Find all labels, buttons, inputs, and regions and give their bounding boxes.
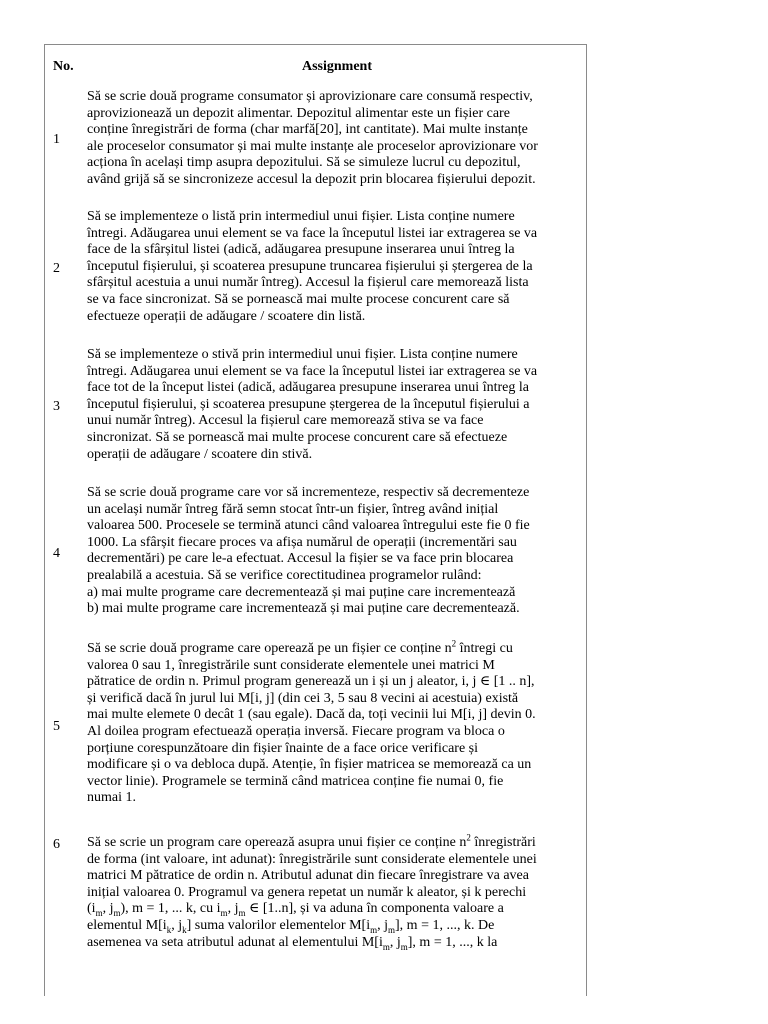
row-number: 3 (53, 399, 60, 414)
row-text-line: Să se scrie un program care operează asupra unui fișier ce conține $n^2$ înregistrări (87, 832, 536, 850)
row-text: Să se scrie două programe consumator și aprovizionare care consumă respectiv, aprovizionează un depozit alimentar. Depozitul alimentar este un fișier care conține înregistrări de forma (char marfă[20], int cantitate). Mai multe instanțe ale proceselor consumator și mai multe instanțe ale proceselor aprovizionare vor acționa în același timp asupra depozitului. Să se simuleze lucrul cu depozitul, având grijă să se sincronizeze accesul la depozit prin blocarea fișierului depozit. (87, 89, 538, 187)
row-number: 2 (53, 261, 60, 276)
row-text-line: inițial valoarea 0. Programul va genera repetat un număr k aleator, și k perechi (87, 884, 527, 900)
header-no: No. (53, 59, 74, 74)
assignments-table (44, 44, 587, 996)
row-number: 5 (53, 719, 60, 734)
row-number: 4 (53, 546, 60, 561)
row-number: 6 (53, 837, 60, 852)
row-text: Să se implementeze o stivă prin intermediul unui fișier. Lista conține numere întregi. Adăugarea unui element se va face la începutul listei iar extragerea se va face tot de la început listei (adică, adăugarea presupune inserarea unui întreg la începutul fișierului, și scoaterea presupune ștergerea de la începutul fișierului a unui număr întreg). Accesul la fișierul care memorează stiva se va face sincronizat. Să se pornească mai multe procese concurent care să efectueze operații de adăugare / scoatere din stivă. (87, 347, 538, 462)
row-text-line: de forma (int valoare, int adunat): înregistrările sunt considerate elementele unei (87, 851, 537, 867)
row-text-line: asemenea va seta atributul adunat al elementului $M[i_m$, $j_m$], m = 1, ..., k la (87, 934, 498, 952)
row-text-line: elementul $M[i_k$, $j_k$] suma valorilor elementelor $M[i_m$, $j_m$], m = 1, ..., k. De (87, 917, 495, 935)
row-text: Să se scrie două programe care operează pe un fișier ce conține $n^2$ întregi cu valorea 0 sau 1, înregistrările sunt considerate elementele unei matrici M pătratice de ordin n. Primul program generează un i și un j aleator, i, j ∈ [1 .. n], și verifică dacă în jurul lui M[i, j] (din cei 3, 5 sau 8 vecini ai acestuia) există mai multe elemete 0 decât 1 (sau egale). Dacă da, toți vecinii lui M[i, j] devin 0. Al doilea program efectuează operația inversă. Fiecare program va bloca o porțiune corespunzătoare din fișier înainte de a face orice verificare și modificare și o va debloca după. Atenție, în fișier matricea se memorează ca un vector linie). Programele se termină când matricea conține fie numai 0, fie numai 1. (87, 638, 536, 806)
row-text (87, 832, 579, 952)
row-text-line: matrici M pătratice de ordin n. Atributul adunat din fiecare înregistrare va avea (87, 868, 529, 884)
row-text: Să se implementeze o listă prin intermediul unui fișier. Lista conține numere întregi. Adăugarea unui element se va face la începutul listei iar extragerea se va face de la sfârșitul listei (adică, adăugarea presupune inserarea unui întreg la începutul fișierului, și scoaterea presupune truncarea fișierului și ștergerea de la sfârșitul acestuia a unui număr întreg). Accesul la fișierul care memorează lista se va face sincronizat. Să se pornească mai multe procese concurent care să efectueze operații de adăugare / scoatere din listă. (87, 209, 538, 324)
row-text-line: ($i_m$, $j_m$), m = 1, ... k, cu $i_m$, $j_m$ ∈ [1..n], și va aduna în componenta valoare a (87, 901, 504, 919)
row-number: 1 (53, 132, 60, 147)
row-text: Să se scrie două programe care vor să incrementeze, respectiv să decrementeze un același număr întreg fără semn stocat într-un fișier, întreg având inițial valoarea 500. Procesele se termină atunci când valoarea întregului este fie 0 fie 1000. La sfârșit fiecare proces va afișa numărul de operații (incrementări sau decrementări) pe care le-a efectuat. Accesul la fișier se va face prin blocarea prealabilă a acestuia. Să se verifice corectitudinea programelor rulând: a) mai multe programe care decrementează și mai puține care incrementează b) mai multe programe care incrementează și mai puține care decrementează. (87, 485, 530, 617)
header-assignment: Assignment (301, 59, 372, 74)
